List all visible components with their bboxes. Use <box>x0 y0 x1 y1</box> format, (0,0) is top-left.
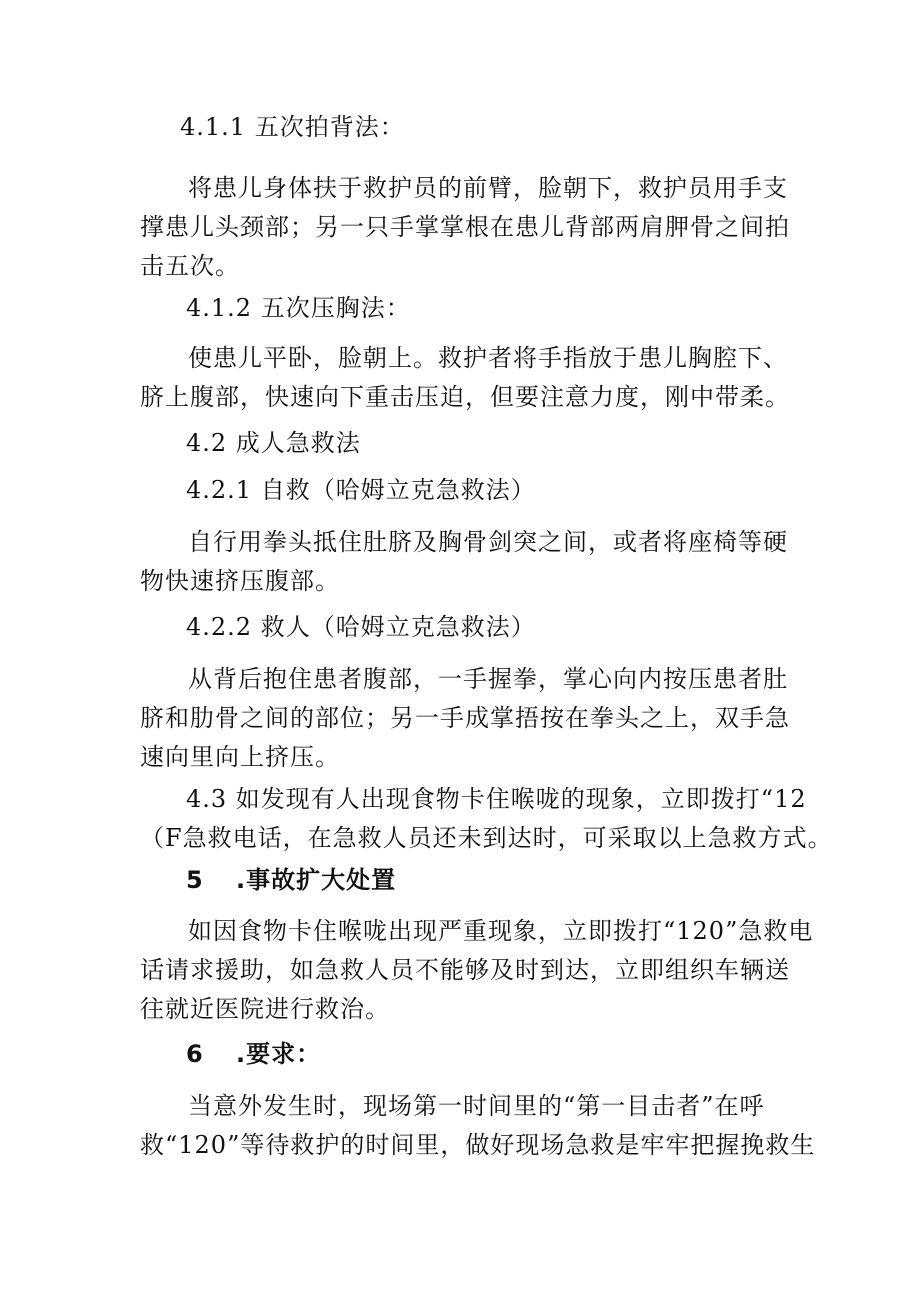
section-4-1-1-line-1: 将患儿身体扶于救护员的前臂，脸朝下，救护员用手支 <box>188 174 788 202</box>
section-4-3-line-1: 4.3 如发现有人出现食物卡住喉咙的现象，立即拨打“12 <box>186 785 807 813</box>
section-4-1-2-title: 4.1.2 五次压胸法： <box>186 294 411 322</box>
section-4-2-2-line-1: 从背后抱住患者腹部，一手握拳，掌心向内按压患者肚 <box>188 665 788 693</box>
section-6-line-1: 当意外发生时，现场第一时间里的“第一目击者”在呼 <box>188 1092 765 1120</box>
heading-6-text: .要求： <box>236 1040 322 1068</box>
section-4-2-2-title: 4.2.2 救人（哈姆立克急救法） <box>186 613 536 641</box>
section-4-2-1-title: 4.2.1 自救（哈姆立克急救法） <box>186 476 536 504</box>
section-4-2-1-line-1: 自行用拳头抵住肚脐及胸骨剑突之间，或者将座椅等硬 <box>188 528 788 556</box>
heading-6 <box>186 1038 321 1070</box>
heading-5-text: .事故扩大处置 <box>236 866 397 894</box>
heading-5 <box>186 864 396 896</box>
section-4-1-2-line-2: 脐上腹部，快速向下重击压迫，但要注意力度，刚中带柔。 <box>140 383 790 411</box>
section-4-1-1-line-3: 击五次。 <box>140 252 240 280</box>
section-4-1-1-line-2: 撑患儿头颈部；另一只手掌掌根在患儿背部两肩胛骨之间拍 <box>140 213 790 241</box>
section-5-line-2: 话请求援助，如急救人员不能够及时到达，立即组织车辆送 <box>140 956 790 984</box>
section-4-2-2-line-2: 脐和肋骨之间的部位；另一手成掌捂按在拳头之上，双手急 <box>140 704 790 732</box>
section-4-2-title: 4.2 成人急救法 <box>186 429 361 457</box>
heading-6-number: 6 <box>186 1040 204 1068</box>
section-4-1-1-title: 4.1.1 五次拍背法： <box>180 113 405 141</box>
section-5-line-1: 如因食物卡住喉咙出现严重现象，立即拨打“120”急救电 <box>188 917 814 945</box>
section-4-1-2-line-1: 使患儿平卧，脸朝上。救护者将手指放于患儿胸腔下、 <box>188 344 788 372</box>
heading-5-number: 5 <box>186 866 204 894</box>
section-6-line-2: 救“120”等待救护的时间里，做好现场急救是牢牢把握挽救生 <box>140 1131 816 1159</box>
section-5-line-3: 往就近医院进行救治。 <box>140 995 390 1023</box>
section-4-2-2-line-3: 速向里向上挤压。 <box>140 743 340 771</box>
section-4-3-line-2: （F急救电话，在急救人员还未到达时，可采取以上急救方式。 <box>140 824 833 852</box>
section-4-2-1-line-2: 物快速挤压腹部。 <box>140 567 340 595</box>
